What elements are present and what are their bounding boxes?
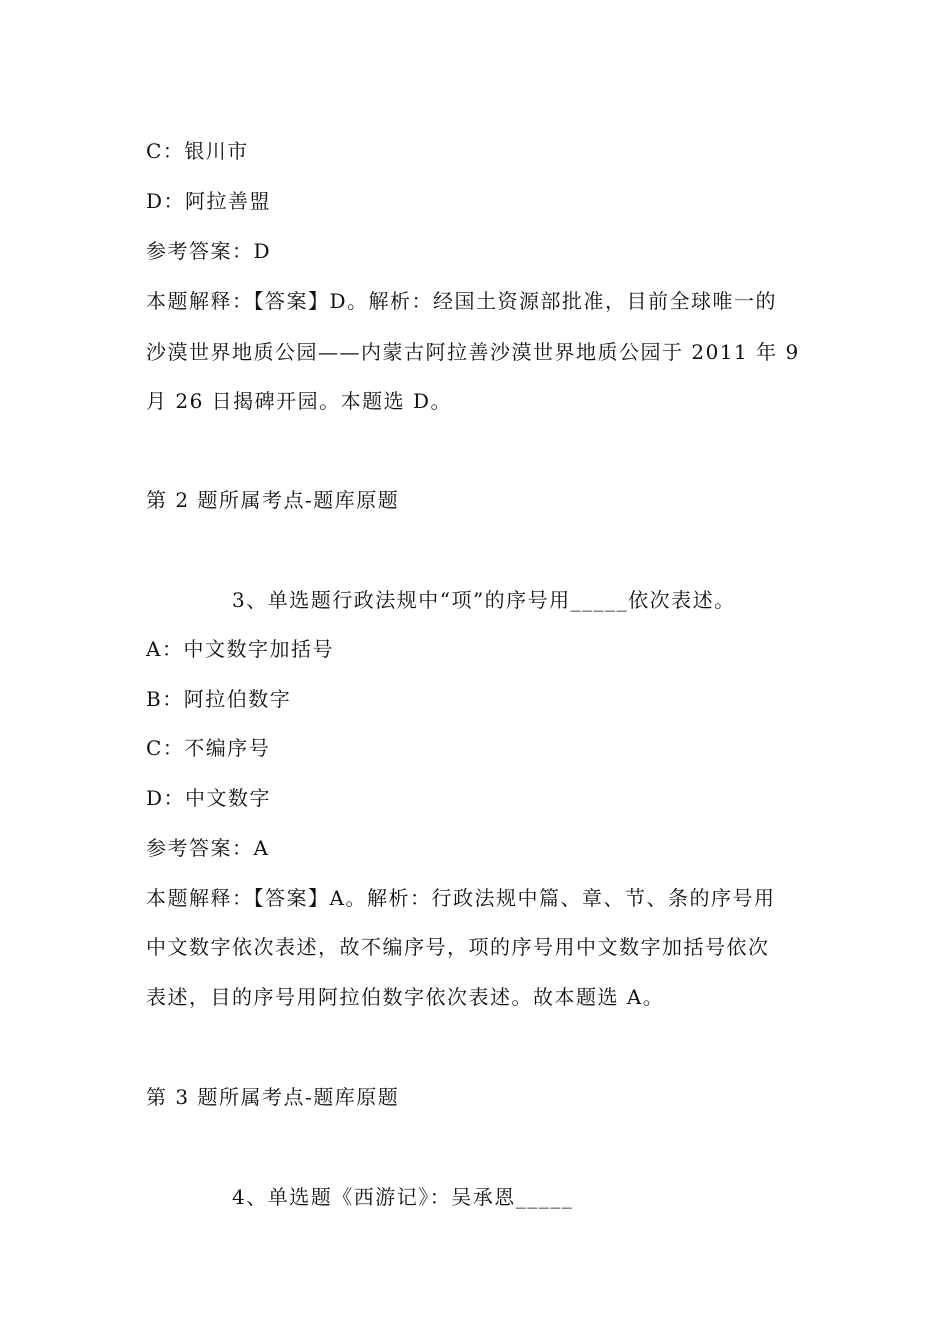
q2-source: 第 2 题所属考点-题库原题	[146, 488, 400, 512]
q3-source: 第 3 题所属考点-题库原题	[146, 1085, 400, 1109]
q3-option-b: B：阿拉伯数字	[146, 687, 292, 711]
q2-explanation-line: 沙漠世界地质公园——内蒙古阿拉善沙漠世界地质公园于 2011 年 9	[146, 340, 800, 364]
q3-explanation-line: 本题解释：【答案】A。解析：行政法规中篇、章、节、条的序号用	[146, 886, 776, 910]
q3-stem: 3、单选题行政法规中“项”的序号用_____依次表述。	[232, 588, 736, 612]
q2-option-d: D：阿拉善盟	[146, 189, 272, 213]
q3-option-d: D：中文数字	[146, 786, 272, 810]
q3-explanation-line: 表述，目的序号用阿拉伯数字依次表述。故本题选 A。	[146, 985, 665, 1009]
q3-option-a: A：中文数字加括号	[146, 637, 334, 661]
q2-option-c: C：银川市	[146, 139, 249, 163]
q2-explanation-line: 月 26 日揭碑开园。本题选 D。	[146, 389, 453, 413]
q3-explanation-line: 中文数字依次表述，故不编序号，项的序号用中文数字加括号依次	[146, 935, 770, 959]
q3-answer: 参考答案：A	[146, 836, 270, 860]
q4-stem: 4、单选题《西游记》：吴承恩_____	[232, 1185, 574, 1209]
q3-option-c: C：不编序号	[146, 736, 271, 760]
q2-answer: 参考答案：D	[146, 239, 272, 263]
q2-explanation-line: 本题解释：【答案】D。解析：经国土资源部批准，目前全球唯一的	[146, 289, 778, 313]
